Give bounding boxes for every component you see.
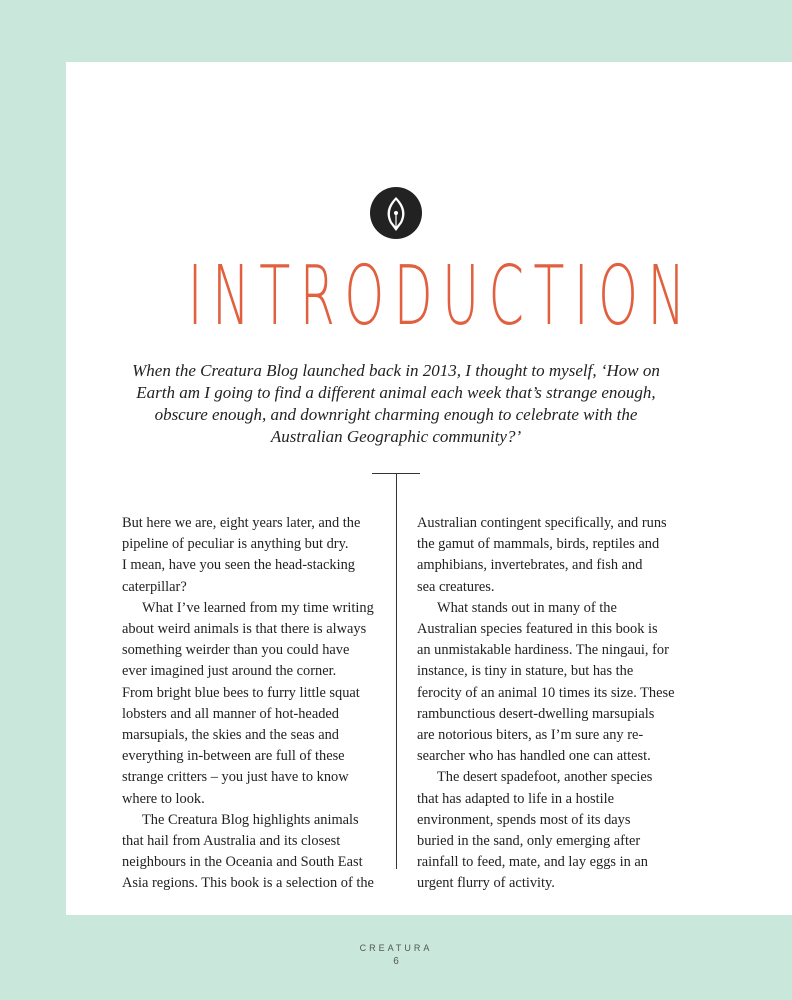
text-line: the gamut of mammals, birds, reptiles and	[417, 536, 660, 553]
text-line: are notorious biters, as I’m sure any re-	[417, 727, 644, 744]
right-column	[417, 513, 682, 895]
text-line: neighbours in the Oceania and South East	[122, 854, 363, 871]
pen-nib-icon	[370, 187, 422, 239]
intro-line: When the Creatura Blog launched back in 2013, I thought to myself, ‘How on	[132, 361, 660, 380]
text-line: What I’ve learned from my time writing	[142, 599, 374, 616]
text-line: ferocity of an animal 10 times its size. These	[417, 684, 675, 701]
text-line: pipeline of peculiar is anything but dry.	[122, 536, 349, 553]
text-line: something weirder than you could have	[122, 642, 350, 659]
body-paragraph	[417, 767, 682, 894]
text-line: buried in the sand, only emerging after	[417, 833, 641, 850]
text-line: lobsters and all manner of hot-headed	[122, 705, 339, 722]
text-line: an unmistakable hardiness. The ningaui, for	[417, 642, 669, 659]
text-line: that has adapted to life in a hostile	[417, 790, 615, 807]
text-line: marsupials, the skies and the seas and	[122, 727, 340, 744]
text-line: searcher who has handled one can attest.	[417, 748, 651, 765]
footer-publication: CREATURA	[359, 943, 433, 953]
text-line: Australian contingent specifically, and runs	[417, 515, 667, 531]
page-title: INTRODUCTION	[187, 249, 695, 344]
text-line: But here we are, eight years later, and the	[122, 515, 361, 531]
text-line: What stands out in many of the	[437, 599, 617, 616]
text-line: The desert spadefoot, another species	[437, 769, 653, 786]
text-line: urgent flurry of activity.	[417, 875, 555, 892]
body-paragraph	[122, 810, 387, 895]
text-line: The Creatura Blog highlights animals	[142, 811, 359, 828]
text-line: everything in-between are full of these	[122, 748, 345, 765]
text-line: sea creatures.	[417, 578, 495, 595]
column-divider	[396, 473, 397, 869]
text-line: amphibians, invertebrates, and fish and	[417, 557, 643, 574]
body-paragraph	[122, 513, 387, 598]
intro-line: Australian Geographic community?’	[270, 427, 522, 446]
text-line: where to look.	[122, 790, 205, 807]
text-line: caterpillar?	[122, 578, 187, 595]
text-line: ever imagined just around the corner.	[122, 663, 337, 680]
intro-paragraph	[100, 360, 692, 448]
page-number: 6	[393, 956, 399, 967]
text-line: that hail from Australia and its closest	[122, 833, 341, 850]
text-line: rainfall to feed, mate, and lay eggs in an	[417, 854, 648, 871]
text-line: rambunctious desert-dwelling marsupials	[417, 705, 655, 722]
text-line: strange critters – you just have to know	[122, 769, 349, 786]
text-line: From bright blue bees to furry little squat	[122, 684, 360, 701]
text-line: I mean, have you seen the head-stacking	[122, 557, 355, 574]
text-line: environment, spends most of its days	[417, 811, 631, 828]
text-line: Asia regions. This book is a selection of the	[122, 875, 374, 892]
text-line: instance, is tiny in stature, but has the	[417, 663, 634, 680]
body-paragraph	[122, 598, 387, 810]
left-column	[122, 513, 387, 895]
body-paragraph	[417, 598, 682, 768]
text-line: Australian species featured in this book is	[417, 621, 658, 638]
intro-line: Earth am I going to find a different animal each week that’s strange enough,	[136, 383, 656, 402]
text-line: about weird animals is that there is always	[122, 621, 367, 638]
body-paragraph	[417, 513, 682, 598]
intro-line: obscure enough, and downright charming enough to celebrate with the	[154, 405, 638, 424]
